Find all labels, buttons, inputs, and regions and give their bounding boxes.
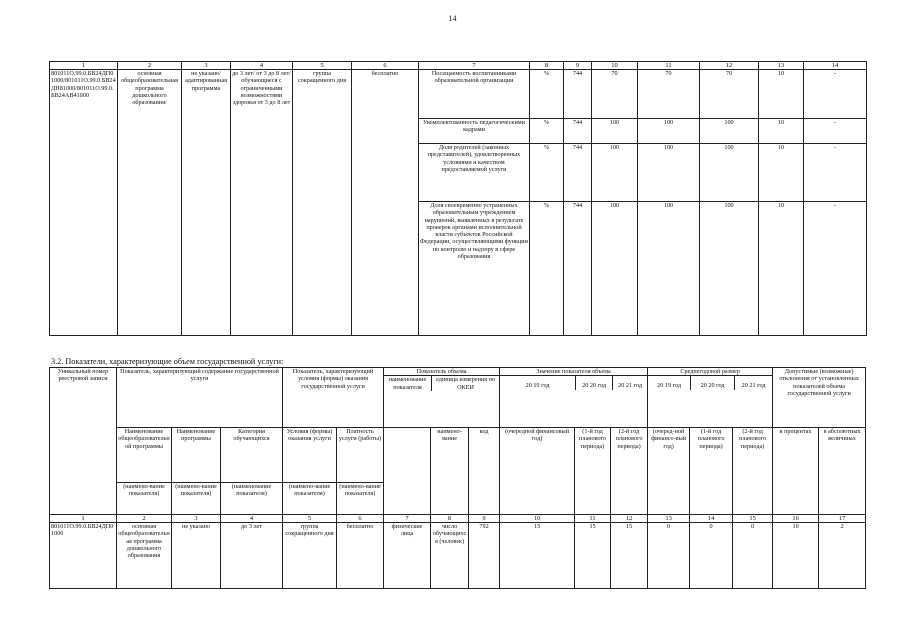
value-year1: 100 — [592, 202, 638, 336]
header-price — [648, 368, 773, 428]
sub-unit-name: наимено-вание — [431, 428, 469, 515]
sub-progname: Наименование программы — [172, 428, 221, 483]
header-indicator-name: наименование показателя — [384, 376, 432, 391]
header-percent: в процентах — [773, 428, 819, 515]
indicator-name: Посещаемость воспитанниками образовательной организации — [419, 70, 530, 119]
deviation-absolute: - — [804, 144, 867, 202]
service-form: группа сокращенного дня — [293, 70, 352, 336]
okei-code: 744 — [564, 202, 592, 336]
deviation-percent: 10 — [759, 119, 804, 144]
value-year3: 100 — [700, 144, 759, 202]
sub-paren: (наименование показателя) — [221, 483, 283, 515]
header-value-title: Значение показателя объема — [500, 368, 647, 376]
col-number: 10 — [592, 62, 638, 70]
col-number: 7 — [384, 515, 431, 523]
col-number: 17 — [819, 515, 866, 523]
sub-payment: Платность услуги (работы) — [337, 428, 384, 483]
registry-number: 801011О.99.0.БВ24ДП01000 — [50, 523, 117, 589]
col-number: 2 — [118, 62, 182, 70]
value-year3: 100 — [700, 119, 759, 144]
deviation-absolute: - — [804, 119, 867, 144]
deviation-absolute: - — [804, 202, 867, 336]
year2-label: 20 20 год — [576, 376, 613, 389]
price-year2-label: 20 20 год — [691, 376, 735, 389]
col-number: 15 — [733, 515, 773, 523]
program-content: не указано — [172, 523, 221, 589]
value-year3: 70 — [700, 70, 759, 119]
value-year2: 100 — [638, 119, 700, 144]
value-year1: 100 — [592, 144, 638, 202]
program-name: основная общеобразовательная программа дошкольного образования — [117, 523, 172, 589]
deviation-percent: 10 — [759, 144, 804, 202]
sub-program: Наименование общеобразовательной программы — [117, 428, 172, 483]
year3-label: 20 21 год — [618, 382, 643, 390]
unit: % — [530, 70, 564, 119]
unit: % — [530, 144, 564, 202]
value-year2: 70 — [638, 70, 700, 119]
header-unit-okei: единица измерения по ОКЕИ — [436, 376, 496, 391]
program-content: не указано/ адаптированная программа — [182, 70, 231, 336]
column-number-row — [50, 62, 867, 70]
col-number: 11 — [638, 62, 700, 70]
col-number: 9 — [564, 62, 592, 70]
quality-indicators-table — [49, 61, 867, 336]
col-number: 6 — [337, 515, 384, 523]
sub-paren: (наимено-вание показателя) — [337, 483, 384, 515]
indicator-name: Доля своевременно устраненных образовательным учреждением нарушений, выявленных в результате проверок органами исполнительной власти субъектов Российской Федерации, осуществляющими функции по контролю и надзору в сфере образования — [419, 202, 530, 336]
deviation-absolute: 2 — [819, 523, 866, 589]
col-number: 6 — [352, 62, 419, 70]
col-number: 10 — [500, 515, 575, 523]
col-number: 9 — [469, 515, 500, 523]
sub-category: Категория обучающихся — [221, 428, 283, 483]
payment-type: бесплатно — [337, 523, 384, 589]
col-number: 5 — [283, 515, 337, 523]
col-number: 3 — [172, 515, 221, 523]
payment-type: бесплатно — [352, 70, 419, 336]
sub-code: код — [469, 428, 500, 515]
header-row — [50, 368, 866, 428]
col-number: 11 — [575, 515, 611, 523]
price-year3-note: (2-й год планового периода) — [733, 428, 773, 515]
header-volume — [384, 368, 500, 428]
value-year2: 15 — [575, 523, 611, 589]
value-year2: 100 — [638, 202, 700, 336]
col-number: 8 — [530, 62, 564, 70]
year3-note: (2-й год планового периода) — [611, 428, 648, 515]
value-year1: 15 — [500, 523, 575, 589]
registry-number: 801011О.99.0.БВ24ДП01000/801011О.99.0.БВ24ДН81000/801011О.99.0.БВ24АВ41000 — [50, 70, 118, 336]
table-row — [50, 70, 867, 119]
value-year1: 70 — [592, 70, 638, 119]
col-number: 14 — [690, 515, 733, 523]
header-absolute: в абсолютных величинах — [819, 428, 866, 515]
sub-empty — [384, 428, 431, 515]
okei-code: 792 — [469, 523, 500, 589]
col-number: 13 — [759, 62, 804, 70]
subheader-row — [50, 428, 866, 483]
sub-paren: (наимено-вание показателя) — [117, 483, 172, 515]
price-year1-note: (очеред-ной финансо-вый год) — [648, 428, 690, 515]
col-number: 4 — [231, 62, 293, 70]
column-number-row — [50, 515, 866, 523]
header-volume-title: Показатель объема — [384, 368, 499, 376]
table-row — [50, 523, 866, 589]
price-year2-note: (1-й год планового периода) — [690, 428, 733, 515]
col-number: 7 — [419, 62, 530, 70]
col-number: 12 — [611, 515, 648, 523]
col-number: 4 — [221, 515, 283, 523]
col-number: 2 — [117, 515, 172, 523]
header-deviation: Допустимые (возможные) отклонения от установленных показателей объема государственной услуги — [773, 368, 866, 428]
col-number: 12 — [700, 62, 759, 70]
unit-name: число обучающихся (человек) — [431, 523, 469, 589]
sub-paren: (наимено-вание показателя) — [172, 483, 221, 515]
col-number: 8 — [431, 515, 469, 523]
okei-code: 744 — [564, 144, 592, 202]
col-number: 5 — [293, 62, 352, 70]
col-number: 1 — [50, 515, 117, 523]
col-number: 14 — [804, 62, 867, 70]
unit: % — [530, 202, 564, 336]
price-year2: 0 — [690, 523, 733, 589]
header-content: Показатель, характеризующий содержание государственной услуги — [117, 368, 283, 428]
value-year1: 100 — [592, 119, 638, 144]
header-registry: Уникальный номер реестровой записи — [50, 368, 117, 515]
deviation-percent: 10 — [759, 202, 804, 336]
sub-form: Условия (формы) оказания услуги — [283, 428, 337, 483]
unit: % — [530, 119, 564, 144]
year1-label: 20 19 год — [500, 376, 576, 389]
col-number: 3 — [182, 62, 231, 70]
deviation-percent: 10 — [759, 70, 804, 119]
value-year3: 15 — [611, 523, 648, 589]
year1-note: (очередной финансовый год) — [500, 428, 575, 515]
indicator-name: Доля родителей (законных представителей), удовлетворенных условиями и качеством предоставляемой услуги — [419, 144, 530, 202]
indicator-name: Укомплектованность педагогическими кадрами — [419, 119, 530, 144]
price-year3-label: 20 21 год — [741, 382, 766, 390]
volume-indicators-table — [49, 367, 866, 589]
col-number: 13 — [648, 515, 690, 523]
student-category: до 3 лет — [221, 523, 283, 589]
price-year1: 0 — [648, 523, 690, 589]
section-title: 3.2. Показатели, характеризующие объем государственной услуги: — [51, 357, 284, 366]
price-year3: 0 — [733, 523, 773, 589]
value-year2: 100 — [638, 144, 700, 202]
okei-code: 744 — [564, 119, 592, 144]
sub-paren: (наимено-вание показателя) — [283, 483, 337, 515]
header-value — [500, 368, 648, 428]
service-form: группа сокращенного дня — [283, 523, 337, 589]
price-year1-label: 20 19 год — [648, 376, 691, 389]
year2-note: (1-й год планового периода) — [575, 428, 611, 515]
header-conditions: Показатель, характеризующий условия (формы) оказания государственной услуги — [283, 368, 384, 428]
student-category: до 3 лет/ от 3 до 8 лет/ обучающиеся с ограниченными возможностями здоровья от 3 до 8 лет — [231, 70, 293, 336]
program-name: основная общеобразовательная программа дошкольного образования/ — [118, 70, 182, 336]
col-number: 16 — [773, 515, 819, 523]
page-number: 14 — [448, 14, 457, 23]
deviation-absolute: - — [804, 70, 867, 119]
value-year3: 100 — [700, 202, 759, 336]
deviation-percent: 10 — [773, 523, 819, 589]
header-price-title: Среднегодовой размер — [648, 368, 772, 376]
col-number: 1 — [50, 62, 118, 70]
okei-code: 744 — [564, 70, 592, 119]
indicator-name: физические лица — [384, 523, 431, 589]
